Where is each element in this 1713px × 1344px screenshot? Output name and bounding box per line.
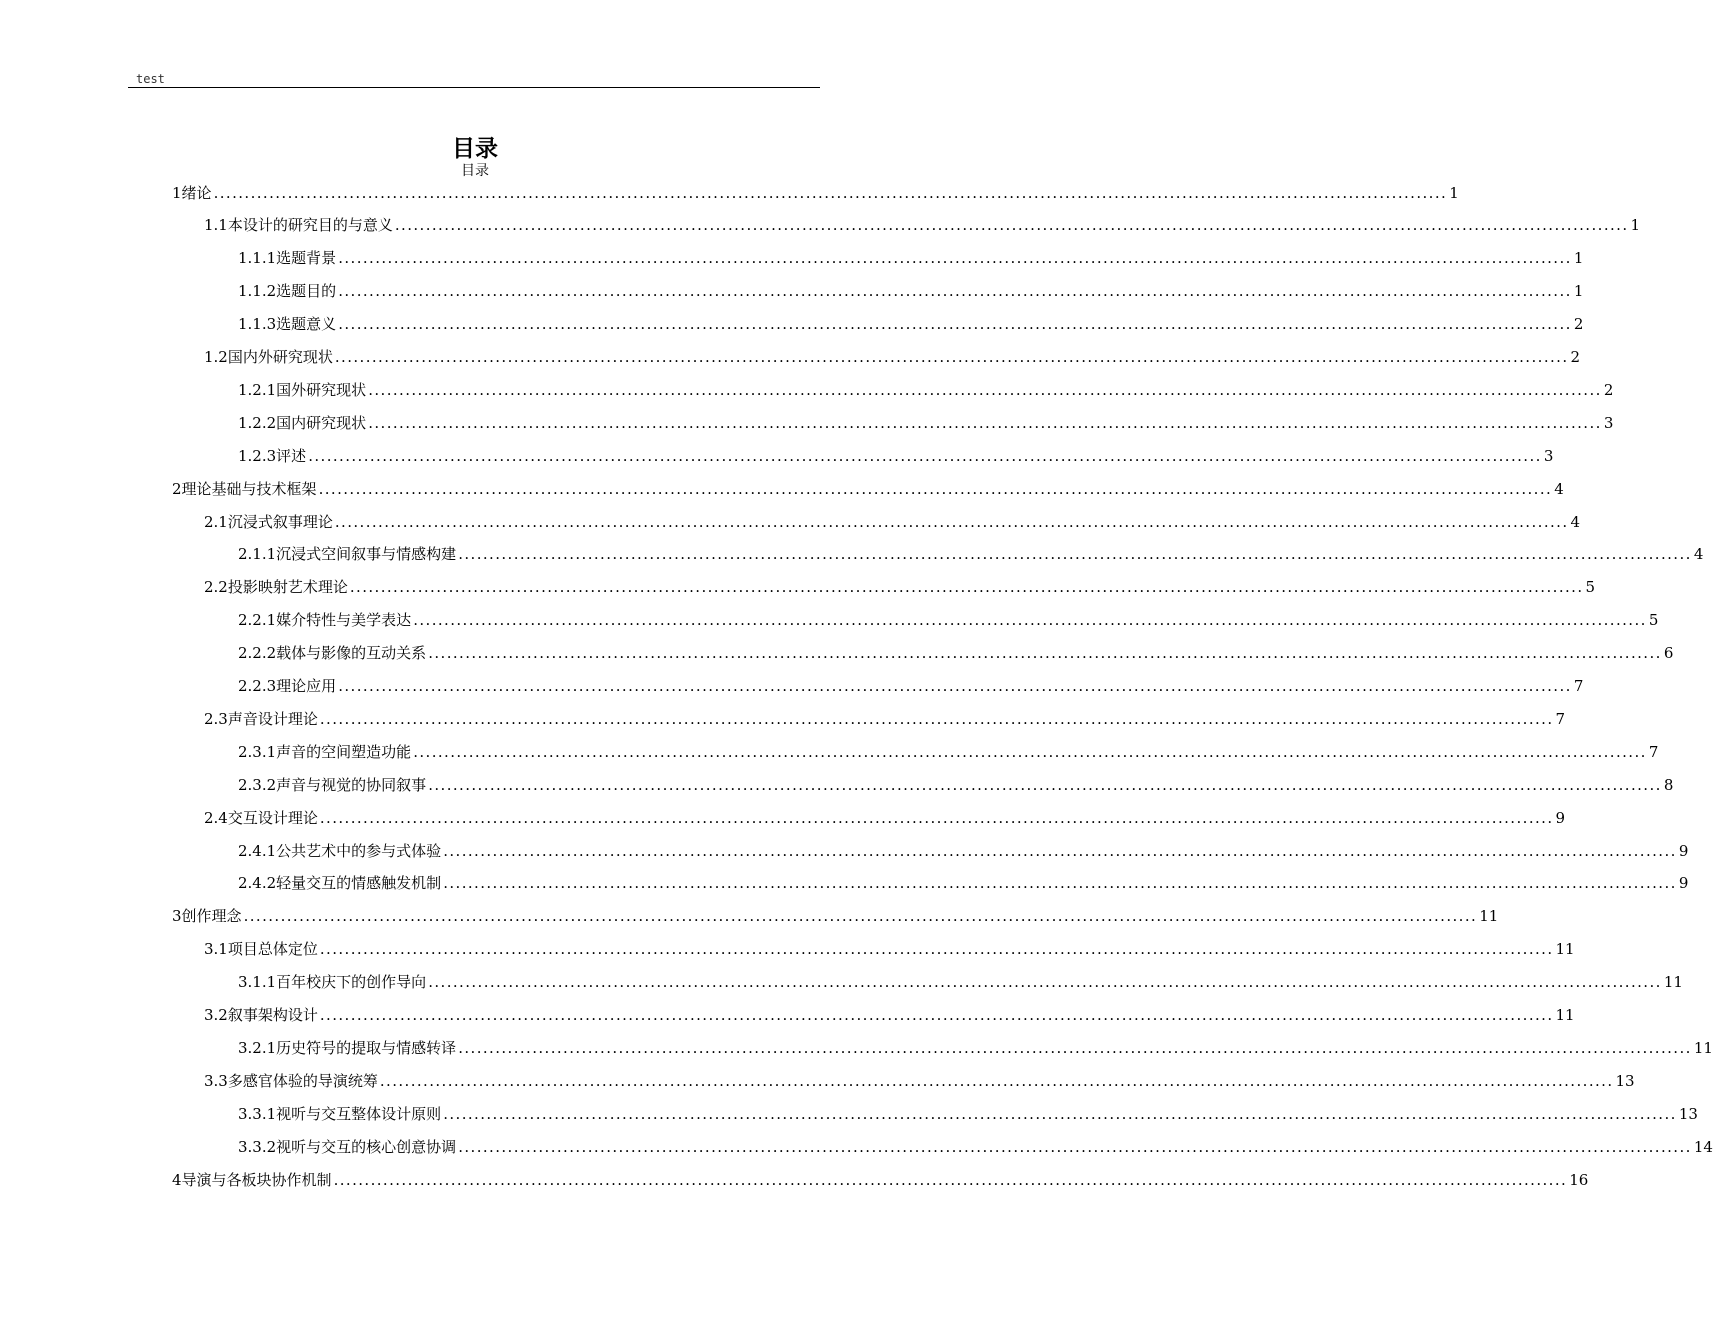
toc-entry[interactable]	[204, 1064, 1635, 1097]
toc-entry-number: 2.2.1	[238, 611, 277, 630]
toc-entry[interactable]	[238, 406, 1614, 439]
toc-entry-number: 3.3.1	[238, 1104, 277, 1123]
toc-entry[interactable]	[238, 834, 1689, 867]
toc-leader-dots: ........................................................................................................................................................................................................	[319, 808, 1554, 827]
toc-entry-number: 2.2.2	[238, 644, 277, 663]
toc-entry[interactable]	[238, 604, 1659, 637]
toc-entry-number: 1.1.1	[238, 249, 277, 268]
toc-entry[interactable]	[204, 801, 1566, 834]
toc-entry-page: 11	[1555, 940, 1575, 959]
toc-entry-number: 3.1	[204, 940, 228, 959]
toc-entry-page: 6	[1663, 644, 1674, 663]
toc-entry[interactable]	[238, 867, 1689, 900]
toc-entry-label: 叙事架构设计	[227, 1006, 318, 1024]
toc-entry-page: 11	[1479, 907, 1499, 926]
toc-leader-dots: ........................................................................................................................................................................................................	[428, 973, 1662, 992]
toc-entry[interactable]	[204, 505, 1581, 538]
toc-leader-dots: ........................................................................................................................................................................................................	[394, 216, 1629, 235]
toc-entry-page: 9	[1555, 808, 1566, 827]
toc-leader-dots: ........................................................................................................................................................................................................	[308, 446, 1542, 465]
toc-entry-page: 11	[1555, 1006, 1575, 1024]
toc-entry-label: 多感官体验的导演统筹	[227, 1071, 378, 1090]
toc-entry-label: 选题背景	[276, 249, 337, 268]
toc-leader-dots: ........................................................................................................................................................................................................	[458, 545, 1692, 564]
toc-entry-label: 载体与影像的互动关系	[276, 644, 427, 663]
header-rule	[128, 87, 820, 88]
toc-entry-page: 5	[1585, 578, 1596, 597]
toc-entry-label: 绪论	[181, 183, 212, 202]
toc-entry-label: 选题目的	[276, 282, 337, 301]
toc-entry-number: 2.3	[204, 709, 228, 728]
toc-entry-page: 1	[1630, 216, 1641, 235]
toc-entry-label: 公共艺术中的参与式体验	[276, 841, 442, 860]
toc-entry-page: 7	[1648, 742, 1659, 761]
toc-entry-page: 8	[1663, 775, 1674, 794]
toc-entry-label: 视听与交互整体设计原则	[276, 1104, 442, 1123]
toc-entry-page: 2	[1570, 348, 1581, 366]
toc-entry-label: 理论基础与技术框架	[181, 479, 317, 498]
toc-entry[interactable]	[172, 472, 1564, 505]
toc-entry-number: 1.1.2	[238, 282, 277, 301]
toc-entry-label: 百年校庆下的创作导向	[276, 973, 427, 992]
toc-entry-number: 3.2	[204, 1006, 228, 1024]
toc-entry[interactable]	[204, 209, 1641, 242]
toc-entry-label: 声音设计理论	[227, 709, 318, 728]
toc-leader-dots: ........................................................................................................................................................................................................	[243, 907, 1478, 926]
toc-leader-dots: ........................................................................................................................................................................................................	[338, 249, 1572, 268]
toc-entry-page: 1	[1449, 183, 1459, 202]
toc-entry[interactable]	[204, 571, 1596, 604]
toc-entry-page: 4	[1554, 479, 1564, 498]
toc-entry[interactable]	[238, 308, 1584, 341]
toc-entry-label: 创作理念	[181, 907, 242, 926]
toc-leader-dots: ........................................................................................................................................................................................................	[379, 1071, 1614, 1090]
toc-entry-number: 2.3.1	[238, 742, 277, 761]
toc-entry-page: 2	[1603, 380, 1614, 399]
toc-leader-dots: ........................................................................................................................................................................................................	[319, 940, 1554, 959]
toc-entry-number: 2.1.1	[238, 545, 277, 564]
toc-leader-dots: ........................................................................................................................................................................................................	[213, 183, 1448, 202]
toc-entry-page: 1	[1573, 282, 1584, 301]
toc-leader-dots: ........................................................................................................................................................................................................	[319, 709, 1554, 728]
toc-leader-dots: ........................................................................................................................................................................................................	[443, 841, 1677, 860]
toc-leader-dots: ........................................................................................................................................................................................................	[334, 512, 1569, 531]
toc-entry[interactable]	[238, 768, 1674, 801]
toc-leader-dots: ........................................................................................................................................................................................................	[338, 282, 1572, 301]
toc-entry-number: 3	[172, 907, 182, 926]
toc-entry[interactable]	[238, 1097, 1698, 1130]
toc-entry-number: 1.1.3	[238, 315, 277, 334]
toc-entry-label: 理论应用	[276, 677, 337, 695]
page-subtitle: 目录	[461, 163, 489, 179]
toc-entry-number: 3.3.2	[238, 1137, 277, 1156]
toc-entry-page: 1	[1573, 249, 1584, 268]
toc-entry[interactable]	[238, 966, 1683, 999]
toc-entry-label: 投影映射艺术理论	[227, 578, 348, 597]
toc-entry[interactable]	[172, 900, 1499, 933]
toc-entry[interactable]	[204, 999, 1575, 1032]
toc-entry-page: 5	[1648, 611, 1659, 630]
toc-entry[interactable]	[238, 637, 1674, 670]
toc-entry-page: 3	[1543, 446, 1554, 465]
toc-entry-label: 国内外研究现状	[227, 348, 333, 366]
toc-entry-number: 2	[172, 479, 182, 498]
toc-entry-label: 国外研究现状	[276, 380, 367, 399]
toc-entry-page: 11	[1693, 1038, 1713, 1057]
toc-entry[interactable]	[238, 670, 1584, 703]
toc-leader-dots: ........................................................................................................................................................................................................	[443, 874, 1677, 893]
toc-entry-number: 1	[172, 183, 182, 202]
toc-entry-number: 1.1	[204, 216, 228, 235]
toc-entry-number: 3.3	[204, 1071, 228, 1090]
toc-entry-label: 国内研究现状	[276, 413, 367, 432]
toc-entry-number: 2.2	[204, 578, 228, 597]
toc-entry-label: 本设计的研究目的与意义	[227, 216, 393, 235]
toc-entry[interactable]	[238, 538, 1704, 571]
toc-entry[interactable]	[238, 242, 1584, 275]
toc-leader-dots: ........................................................................................................................................................................................................	[368, 413, 1602, 432]
toc-leader-dots: ........................................................................................................................................................................................................	[413, 611, 1647, 630]
toc-leader-dots: ........................................................................................................................................................................................................	[368, 380, 1602, 399]
toc-entry-label: 轻量交互的情感触发机制	[276, 874, 442, 893]
toc-leader-dots: ........................................................................................................................................................................................................	[318, 479, 1553, 498]
toc-entry-number: 2.4.1	[238, 841, 277, 860]
toc-entry-number: 3.1.1	[238, 973, 277, 992]
toc-entry-page: 9	[1678, 874, 1689, 893]
toc-entry-label: 视听与交互的核心创意协调	[276, 1137, 457, 1156]
toc-entry-number: 1.2.1	[238, 380, 277, 399]
toc-entry[interactable]	[204, 702, 1566, 735]
toc-leader-dots: ........................................................................................................................................................................................................	[319, 1006, 1554, 1024]
toc-entry-number: 1.2	[204, 348, 228, 366]
toc-entry-page: 9	[1678, 841, 1689, 860]
toc-entry-page: 3	[1603, 413, 1614, 432]
toc-leader-dots: ........................................................................................................................................................................................................	[458, 1137, 1692, 1156]
toc-leader-dots: ........................................................................................................................................................................................................	[338, 315, 1572, 334]
toc-entry-number: 2.3.2	[238, 775, 277, 794]
toc-entry[interactable]	[238, 373, 1614, 406]
toc-leader-dots: ........................................................................................................................................................................................................	[443, 1104, 1677, 1123]
toc-entry[interactable]	[204, 341, 1581, 374]
toc-entry-number: 2.1	[204, 512, 228, 531]
toc-leader-dots: ........................................................................................................................................................................................................	[458, 1038, 1692, 1057]
toc-entry-label: 声音的空间塑造功能	[276, 742, 412, 761]
page-title: 目录	[452, 136, 498, 162]
toc-entry-number: 3.2.1	[238, 1038, 277, 1057]
toc-leader-dots: ........................................................................................................................................................................................................	[334, 348, 1569, 366]
toc-entry-label: 项目总体定位	[227, 940, 318, 959]
toc-entry-page: 7	[1555, 709, 1566, 728]
toc-leader-dots: ........................................................................................................................................................................................................	[333, 1170, 1568, 1189]
toc-entry-label: 选题意义	[276, 315, 337, 334]
toc-entry[interactable]	[238, 1130, 1713, 1163]
toc-entry-page: 16	[1569, 1170, 1589, 1189]
toc-entry[interactable]	[172, 176, 1459, 209]
toc-entry-page: 13	[1678, 1104, 1698, 1123]
toc-entry-page: 2	[1573, 315, 1584, 334]
toc-entry-label: 历史符号的提取与情感转译	[276, 1038, 457, 1057]
toc-entry-number: 2.2.3	[238, 677, 277, 695]
toc-entry[interactable]	[238, 1031, 1713, 1064]
toc-entry-number: 1.2.2	[238, 413, 277, 432]
toc-leader-dots: ........................................................................................................................................................................................................	[428, 775, 1662, 794]
toc-entry-page: 14	[1693, 1137, 1713, 1156]
toc-entry-label: 评述	[276, 446, 307, 465]
toc-leader-dots: ........................................................................................................................................................................................................	[413, 742, 1647, 761]
toc-entry-number: 4	[172, 1170, 182, 1189]
toc-entry-page: 13	[1615, 1071, 1635, 1090]
toc-leader-dots: ........................................................................................................................................................................................................	[338, 677, 1572, 695]
toc-entry-page: 7	[1573, 677, 1584, 695]
toc-entry-page: 11	[1663, 973, 1683, 992]
toc-entry-label: 沉浸式叙事理论	[227, 512, 333, 531]
toc-entry-label: 导演与各板块协作机制	[181, 1170, 332, 1189]
toc-entry[interactable]	[204, 933, 1575, 966]
toc-leader-dots: ........................................................................................................................................................................................................	[349, 578, 1584, 597]
page-header-text: test	[136, 72, 165, 86]
toc-entry-label: 交互设计理论	[227, 808, 318, 827]
toc-entry[interactable]	[238, 735, 1659, 768]
toc-entry-number: 2.4	[204, 808, 228, 827]
toc-entry-page: 4	[1570, 512, 1581, 531]
toc-entry[interactable]	[238, 439, 1554, 472]
toc-entry-number: 1.2.3	[238, 446, 277, 465]
toc-entry[interactable]	[172, 1163, 1589, 1196]
toc-entry-label: 沉浸式空间叙事与情感构建	[276, 545, 457, 564]
toc-leader-dots: ........................................................................................................................................................................................................	[428, 644, 1662, 663]
toc-entry-label: 声音与视觉的协同叙事	[276, 775, 427, 794]
toc-entry-number: 2.4.2	[238, 874, 277, 893]
toc-entry-label: 媒介特性与美学表达	[276, 611, 412, 630]
toc-entry-page: 4	[1693, 545, 1704, 564]
toc-entry[interactable]	[238, 275, 1584, 308]
